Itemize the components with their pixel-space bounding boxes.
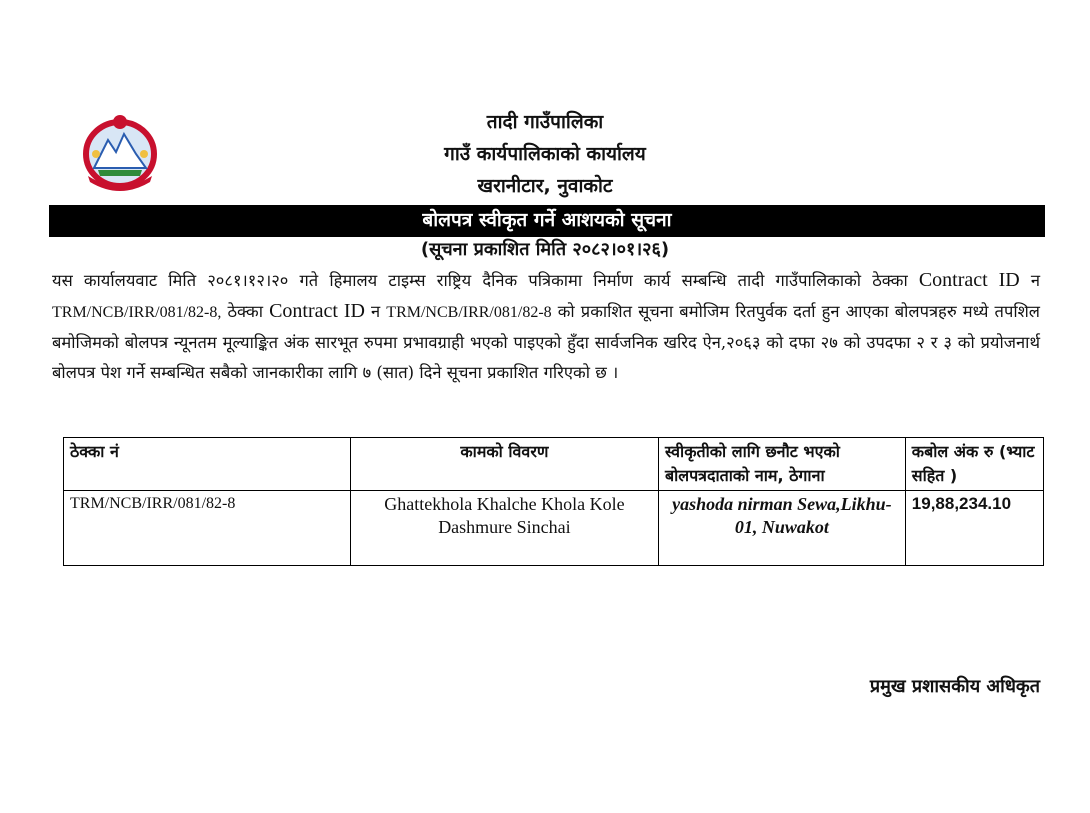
body-text-3: ठेक्का: [221, 302, 270, 321]
cell-amount: 19,88,234.10: [905, 491, 1043, 566]
contract-code-1: TRM/NCB/IRR/081/82-8,: [52, 304, 222, 321]
office-address: खरानीटार, नुवाकोट: [477, 175, 613, 197]
table-header-row: [64, 438, 1044, 491]
body-text-2: न: [1019, 271, 1040, 290]
publish-date: (सूचना प्रकाशित मिति २०८२।०१।२६): [420, 239, 670, 260]
signatory-title: प्रमुख प्रशासकीय अधिकृत: [869, 676, 1040, 697]
header-bidder: स्वीकृतीको लागि छनौट भएको बोलपत्रदाताको नाम, ठेगाना: [658, 438, 905, 491]
body-text-1: यस कार्यालयवाट मिति २०८१।१२।२० गते हिमालय टाइम्स राष्ट्रिय दैनिक पत्रिकामा निर्माण कार्य सम्बन्धि तादी गाउँपालिकाको ठेक्का: [52, 271, 919, 290]
cell-bidder: yashoda nirman Sewa,Likhu-01, Nuwakot: [658, 491, 905, 566]
office-name-line2: गाउँ कार्यपालिकाको कार्यालय: [444, 143, 646, 165]
body-text-4: न: [364, 302, 387, 321]
contract-code-2: TRM/NCB/IRR/081/82-8: [386, 304, 552, 321]
header-amount: कबोल अंक रु (भ्याट सहित ): [905, 438, 1043, 491]
table-row: [64, 491, 1044, 566]
cell-description: Ghattekhola Khalche Khola Kole Dashmure Sinchai: [350, 491, 658, 566]
body-text-5: को प्रकाशित सूचना बमोजिम रितपुर्वक दर्ता हुन आएका बोलपत्रहरु मध्ये तपशिल बमोजिमको बोलपत्र न्यूनतम मूल्याङ्कित अंक सारभूत रुपमा प्रभावग्राही भएको पाइएको हुँदा सार्वजनिक खरिद ऐन,२०६३ को दफा २७ को उपदफा २ र ३ को प्रयोजनार्थ बोलपत्र पेश गर्ने सम्बन्धित सबैको जानकारीका लागि ७ (सात) दिने सूचना प्रकाशित गरिएको छ ।: [52, 302, 1040, 382]
header-description: कामको विवरण: [350, 438, 658, 491]
notice-body: [52, 265, 1040, 388]
award-table: [63, 437, 1044, 566]
notice-title-bar: [49, 205, 1045, 237]
notice-title: बोलपत्र स्वीकृत गर्ने आशयको सूचना: [422, 209, 672, 231]
cell-contract-no: TRM/NCB/IRR/081/82-8: [64, 491, 351, 566]
contract-id-label-2: Contract ID: [269, 300, 365, 322]
header-contract-no: ठेक्का नं: [64, 438, 351, 491]
contract-id-label: Contract ID: [918, 269, 1020, 291]
office-name-line1: तादी गाउँपालिका: [486, 111, 604, 133]
